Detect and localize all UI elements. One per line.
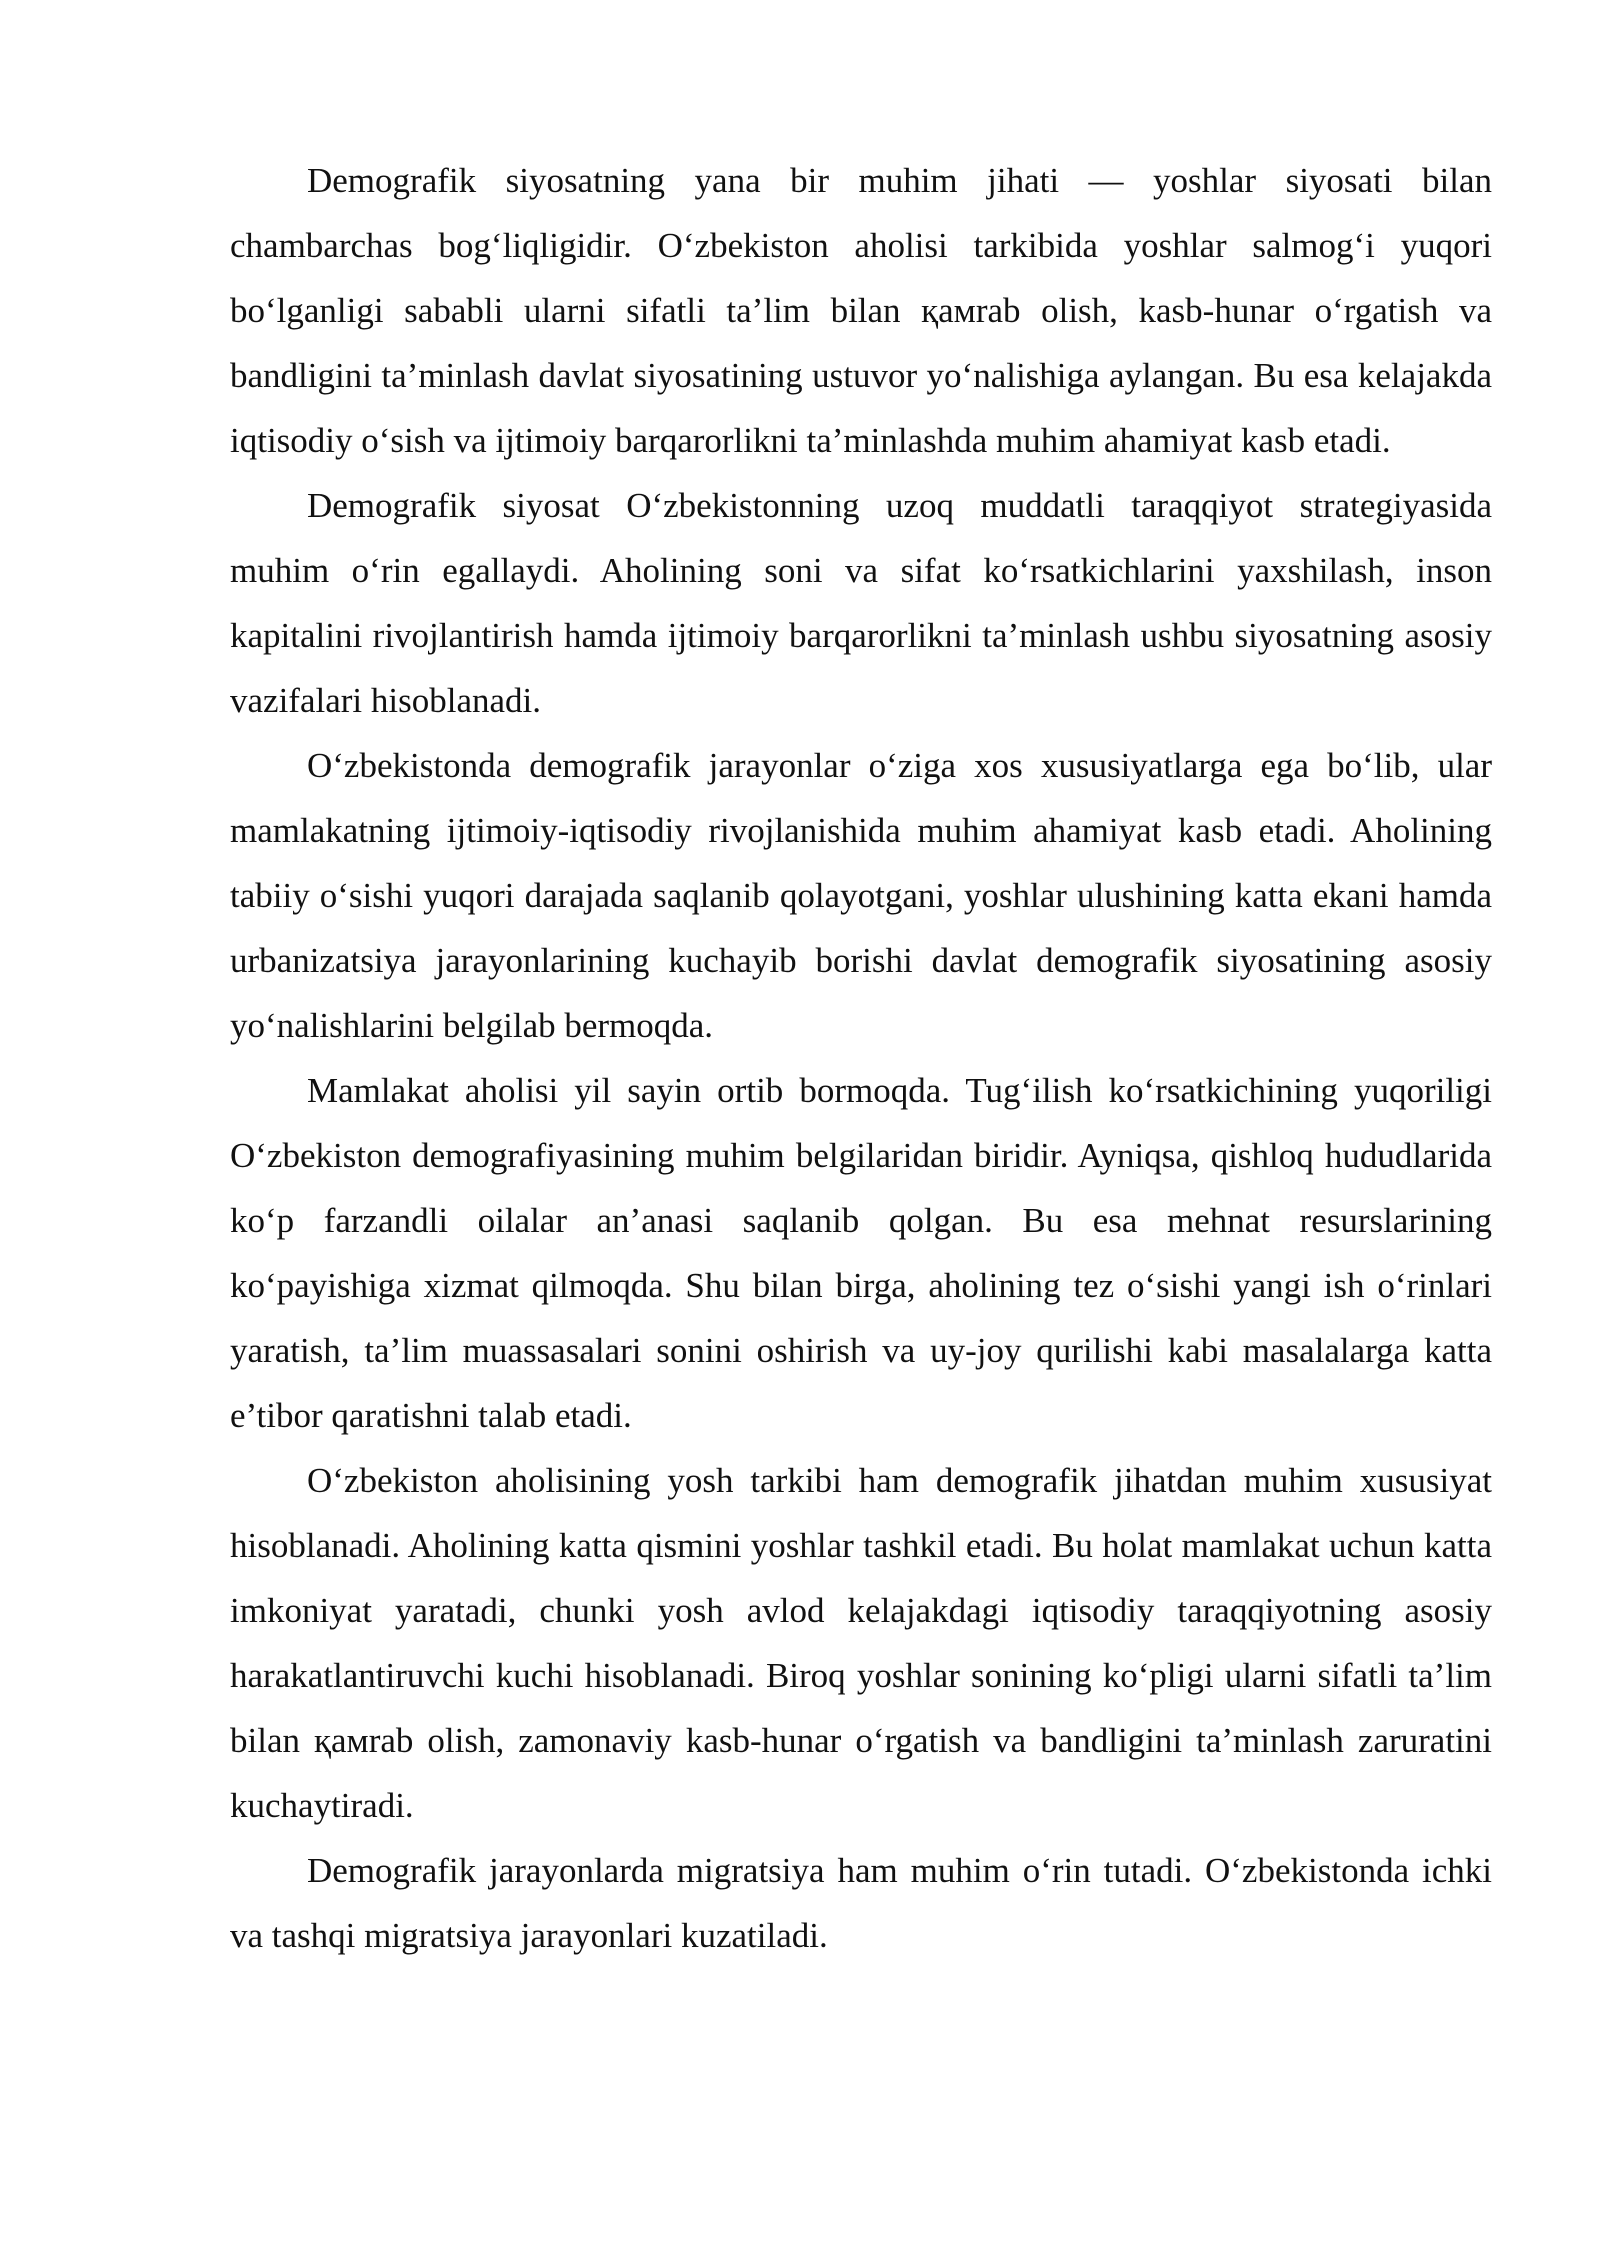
paragraph-age-structure: O‘zbekiston aholisining yosh tarkibi ham demografik jihatdan muhim xususiyat hisoblanadi. Aholining katta qismini yoshlar tashkil etadi. Bu holat mamlakat uchun katta imkoniyat yaratadi, chunki yosh avlod kelajakdagi iqtisodiy taraqqiyotning asosiy harakatlantiruvchi kuchi hisoblanadi. Biroq yoshlar sonining ko‘pligi ularni sifatli ta’lim bilan қамrab olish, zamonaviy kasb-hunar o‘rgatish va bandligini ta’minlash zaruratini kuchaytiradi.	[230, 1461, 1492, 1825]
document-page	[230, 148, 1492, 1968]
paragraph-migration: Demografik jarayonlarda migratsiya ham muhim o‘rin tutadi. O‘zbekistonda ichki va tashqi migratsiya jarayonlari kuzatiladi.	[230, 1851, 1492, 1955]
paragraph-demographic-processes: O‘zbekistonda demografik jarayonlar o‘ziga xos xususiyatlarga ega bo‘lib, ular mamlakatning ijtimoiy-iqtisodiy rivojlanishida muhim ahamiyat kasb etadi. Aholining tabiiy o‘sishi yuqori darajada saqlanib qolayotgani, yoshlar ulushining katta ekani hamda urbanizatsiya jarayonlarining kuchayib borishi davlat demografik siyosatining asosiy yo‘nalishlarini belgilab bermoqda.	[230, 746, 1492, 1045]
paragraph-population-growth: Mamlakat aholisi yil sayin ortib bormoqda. Tug‘ilish ko‘rsatkichining yuqoriligi O‘zbekiston demografiyasining muhim belgilaridan biridir. Ayniqsa, qishloq hududlarida ko‘p farzandli oilalar an’anasi saqlanib qolgan. Bu esa mehnat resurslarining ko‘payishiga xizmat qilmoqda. Shu bilan birga, aholining tez o‘sishi yangi ish o‘rinlari yaratish, ta’lim muassasalari sonini oshirish va uy-joy qurilishi kabi masalalarga katta e’tibor qaratishni talab etadi.	[230, 1071, 1492, 1435]
paragraph-youth-policy: Demografik siyosatning yana bir muhim jihati — yoshlar siyosati bilan chambarchas bog‘liqligidir. O‘zbekiston aholisi tarkibida yoshlar salmog‘i yuqori bo‘lganligi sababli ularni sifatli ta’lim bilan қамrab olish, kasb-hunar o‘rgatish va bandligini ta’minlash davlat siyosatining ustuvor yo‘nalishiga aylangan. Bu esa kelajakda iqtisodiy o‘sish va ijtimoiy barqarorlikni ta’minlashda muhim ahamiyat kasb etadi.	[230, 161, 1492, 460]
paragraph-development-strategy: Demografik siyosat O‘zbekistonning uzoq muddatli taraqqiyot strategiyasida muhim o‘rin egallaydi. Aholining soni va sifat ko‘rsatkichlarini yaxshilash, inson kapitalini rivojlantirish hamda ijtimoiy barqarorlikni ta’minlash ushbu siyosatning asosiy vazifalari hisoblanadi.	[230, 486, 1492, 720]
